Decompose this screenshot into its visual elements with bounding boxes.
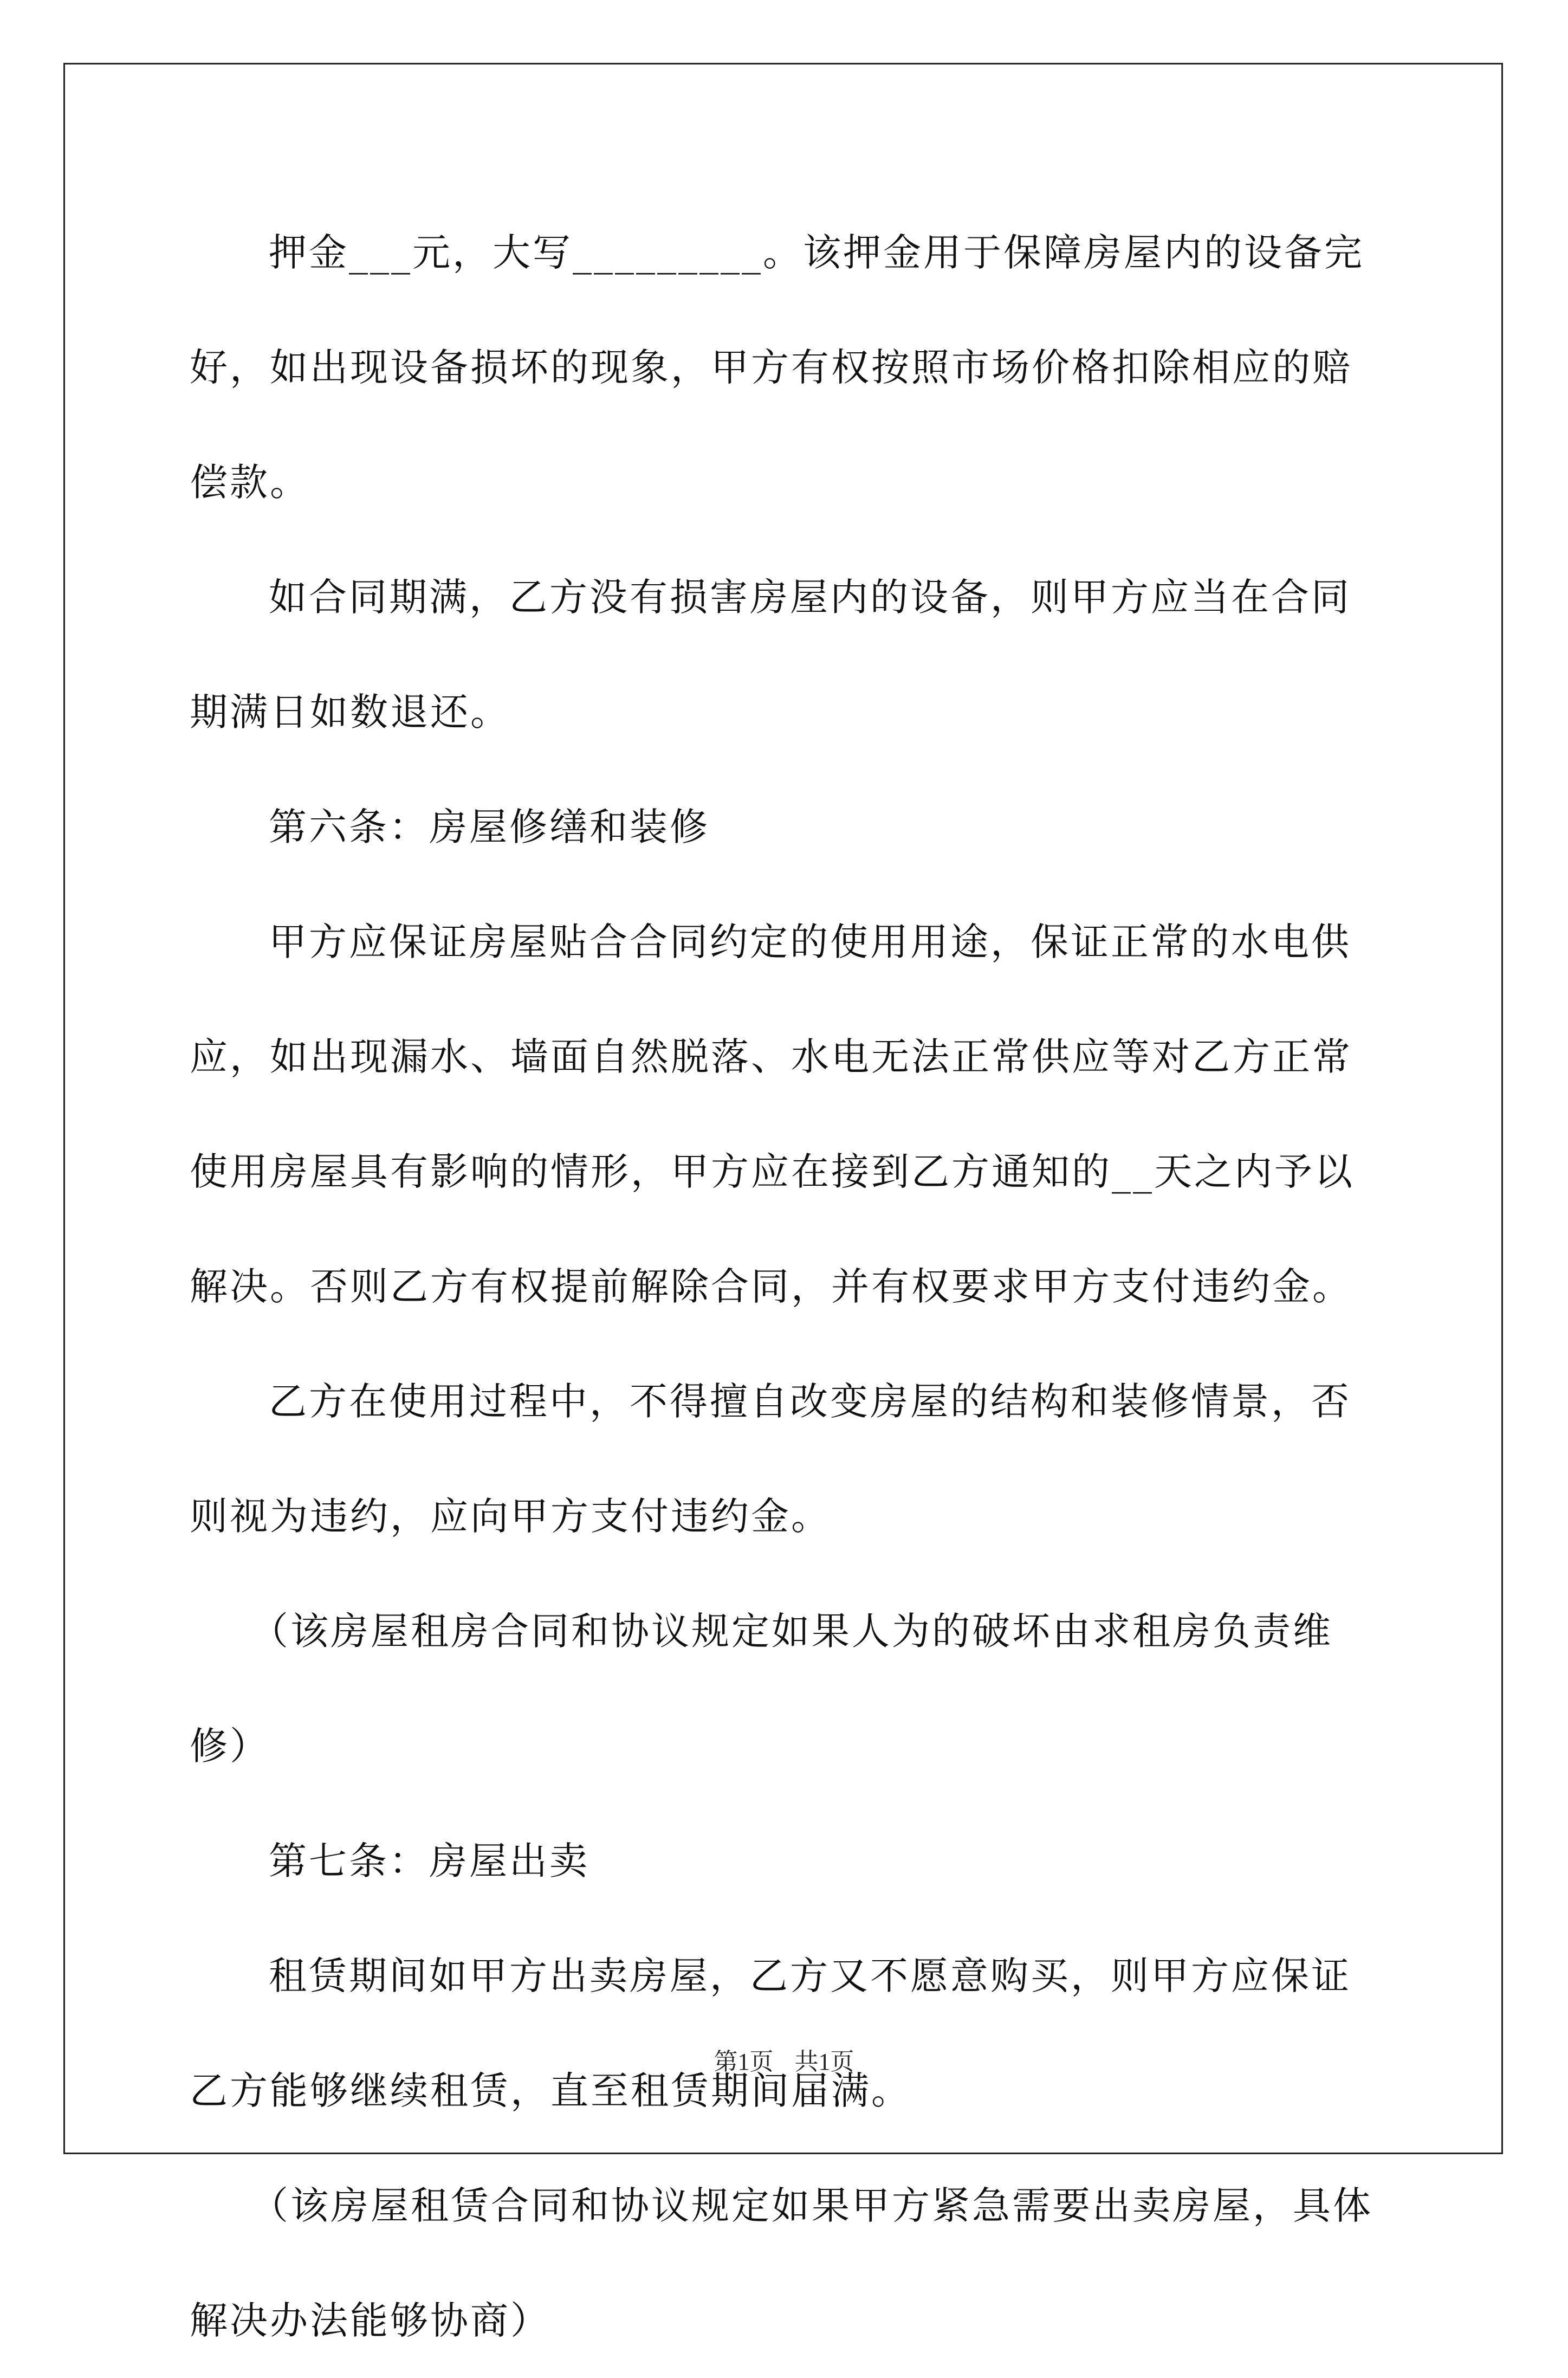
page-number: 第1页 — [714, 2049, 774, 2075]
paragraph-sale: 租赁期间如甲方出卖房屋，乙方又不愿意购买，则甲方应保证乙方能够继续租赁，直至租赁期间届满。 — [190, 1954, 1351, 2113]
article-6-heading: 第六条：房屋修缮和装修 — [269, 805, 710, 849]
note-urgent-sale: （该房屋租赁合同和协议规定如果甲方紧急需要出卖房屋，具体解决办法能够协商） — [190, 2183, 1373, 2343]
note-damage-repair: （该房屋租房合同和协议规定如果人为的破坏由求租房负责维修） — [190, 1609, 1333, 1768]
page-footer — [0, 2046, 1568, 2078]
paragraph-deposit: 押金___元，大写_________。该押金用于保障房屋内的设备完好，如出现设备损坏的现象，甲方有权按照市场价格扣除相应的赔偿款。 — [190, 230, 1364, 505]
page-total: 共1页 — [794, 2049, 854, 2075]
article-7-heading: 第七条：房屋出卖 — [269, 1839, 589, 1883]
paragraph-renovation: 乙方在使用过程中，不得擅自改变房屋的结构和装修情景，否则视为违约，应向甲方支付违约金。 — [190, 1379, 1351, 1539]
paragraph-repairs: 甲方应保证房屋贴合合同约定的使用用途，保证正常的水电供应，如出现漏水、墙面自然脱落、水电无法正常供应等对乙方正常使用房屋具有影响的情形，甲方应在接到乙方通知的__天之内予以解决。否则乙方有权提前解除合同，并有权要求甲方支付违约金。 — [190, 920, 1355, 1309]
paragraph-deposit-return: 如合同期满，乙方没有损害房屋内的设备，则甲方应当在合同期满日如数退还。 — [190, 575, 1351, 734]
